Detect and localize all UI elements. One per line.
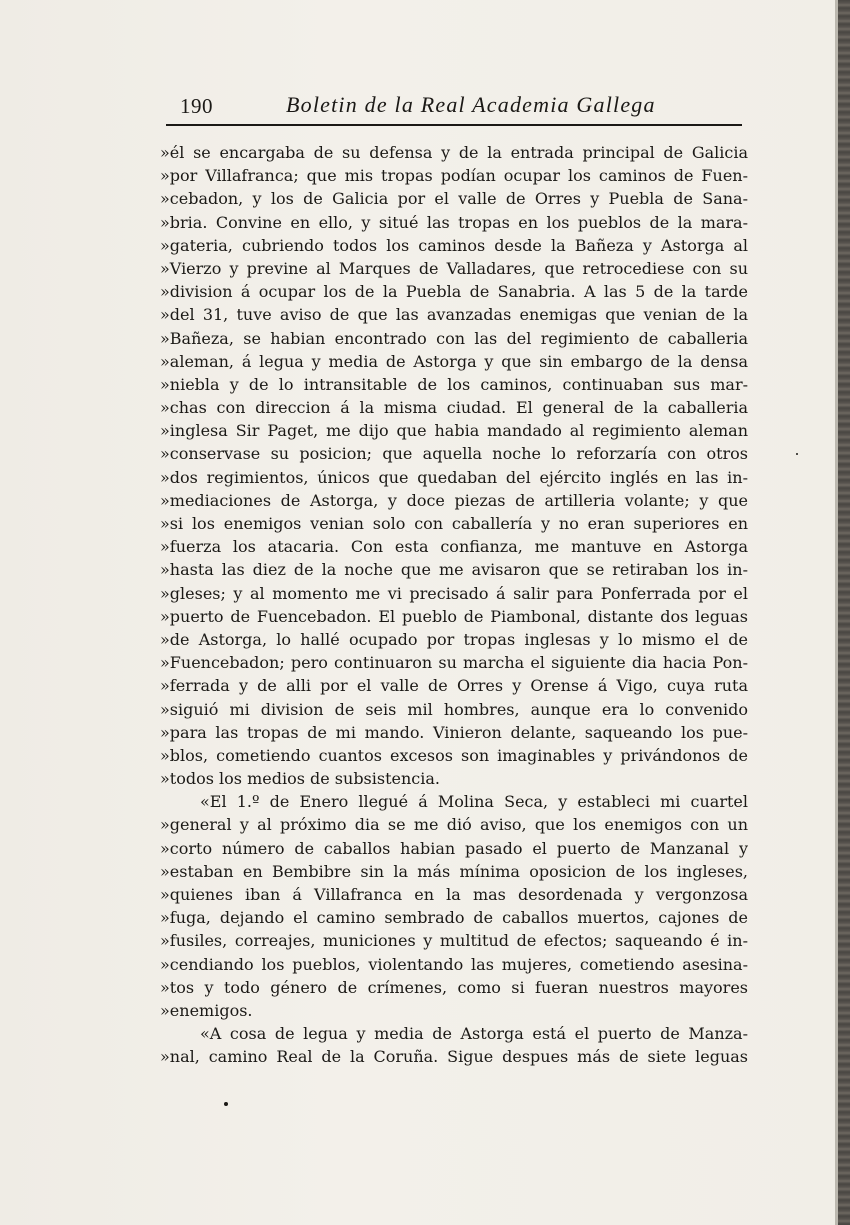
body-text <box>160 141 748 1069</box>
text-line: »Vierzo y previne al Marques de Valladares, que retrocediese con su <box>160 258 748 278</box>
text-line: »blos, cometiendo cuantos excesos son imaginables y privándonos de <box>160 745 748 765</box>
book-gutter-edge <box>838 0 850 1225</box>
text-line: »fusiles, correajes, municiones y multitud de efectos; saqueando é in- <box>160 931 748 951</box>
text-line: »puerto de Fuencebadon. El pueblo de Piambonal, distante dos leguas <box>160 606 748 626</box>
ink-speck <box>796 453 798 455</box>
text-line: »enemigos. <box>160 1000 253 1020</box>
text-line: »nal, camino Real de la Coruña. Sigue despues más de siete leguas <box>160 1047 748 1067</box>
text-line: »Fuencebadon; pero continuaron su marcha el siguiente dia hacia Pon- <box>160 653 748 673</box>
ink-speck <box>224 1102 228 1106</box>
text-line: »quienes iban á Villafranca en la mas desordenada y vergonzosa <box>160 885 748 904</box>
text-line: »division á ocupar los de la Puebla de Sanabria. A las 5 de la tarde <box>160 282 748 302</box>
text-line: »siguió mi division de seis mil hombres, aunque era lo convenido <box>160 699 748 719</box>
text-line: »cebadon, y los de Galicia por el valle de Orres y Puebla de Sana- <box>160 189 748 209</box>
text-line: »tos y todo género de crímenes, como si fueran nuestros mayores <box>160 977 748 997</box>
text-line: »cendiando los pueblos, violentando las mujeres, cometiendo asesina- <box>160 954 748 974</box>
text-line: »de Astorga, lo hallé ocupado por tropas inglesas y lo mismo el de <box>160 629 748 649</box>
text-line: »Bañeza, se habian encontrado con las del regimiento de caballeria <box>160 328 748 348</box>
text-line: »todos los medios de subsistencia. <box>160 769 440 789</box>
text-line: »conservase su posicion; que aquella noche lo reforzaría con otros <box>160 444 748 464</box>
text-line: »del 31, tuve aviso de que las avanzadas enemigas que venian de la <box>160 305 748 325</box>
text-line: »para las tropas de mi mando. Vinieron delante, saqueando los pue- <box>160 722 748 742</box>
text-line: »estaban en Bembibre sin la más mínima oposicion de los ingleses, <box>160 861 748 881</box>
text-line: »chas con direccion á la misma ciudad. El general de la caballeria <box>160 398 748 418</box>
text-line: »aleman, á legua y media de Astorga y que sin embargo de la densa <box>160 351 748 371</box>
running-title: Boletin de la Real Academia Gallega <box>286 92 656 117</box>
text-line: »fuga, dejando el camino sembrado de caballos muertos, cajones de <box>160 908 748 928</box>
header-rule <box>166 124 742 126</box>
text-line: »gleses; y al momento me vi precisado á salir para Ponferrada por el <box>160 583 748 603</box>
text-line: »bria. Convine en ello, y situé las tropas en los pueblos de la mara- <box>160 212 748 232</box>
text-line: »corto número de caballos habian pasado el puerto de Manzanal y <box>160 838 748 858</box>
text-line: »niebla y de lo intransitable de los caminos, continuaban sus mar- <box>160 374 748 394</box>
text-line: «A cosa de legua y media de Astorga está el puerto de Manza- <box>200 1024 748 1044</box>
text-line: »hasta las diez de la noche que me avisaron que se retiraban los in- <box>160 560 748 580</box>
gutter-shadow <box>835 0 838 1225</box>
text-line: »inglesa Sir Paget, me dijo que habia mandado al regimiento aleman <box>160 421 748 441</box>
text-line: «El 1.º de Enero llegué á Molina Seca, y estableci mi cuartel <box>200 792 748 812</box>
text-line: »él se encargaba de su defensa y de la entrada principal de Galicia <box>160 143 748 162</box>
text-line: »gateria, cubriendo todos los caminos desde la Bañeza y Astorga al <box>160 235 748 255</box>
page-number: 190 <box>180 94 213 118</box>
page-header <box>180 92 740 124</box>
text-line: »ferrada y de alli por el valle de Orres y Orense á Vigo, cuya ruta <box>160 676 748 696</box>
text-line: »por Villafranca; que mis tropas podían ocupar los caminos de Fuen- <box>160 166 748 186</box>
text-line: »mediaciones de Astorga, y doce piezas de artilleria volante; y que <box>160 490 748 510</box>
text-line: »si los enemigos venian solo con caballería y no eran superiores en <box>160 514 748 533</box>
text-line: »dos regimientos, únicos que quedaban del ejército inglés en las in- <box>160 467 748 487</box>
text-line: »general y al próximo dia se me dió aviso, que los enemigos con un <box>160 815 748 835</box>
text-line: »fuerza los atacaria. Con esta confianza, me mantuve en Astorga <box>160 537 748 557</box>
